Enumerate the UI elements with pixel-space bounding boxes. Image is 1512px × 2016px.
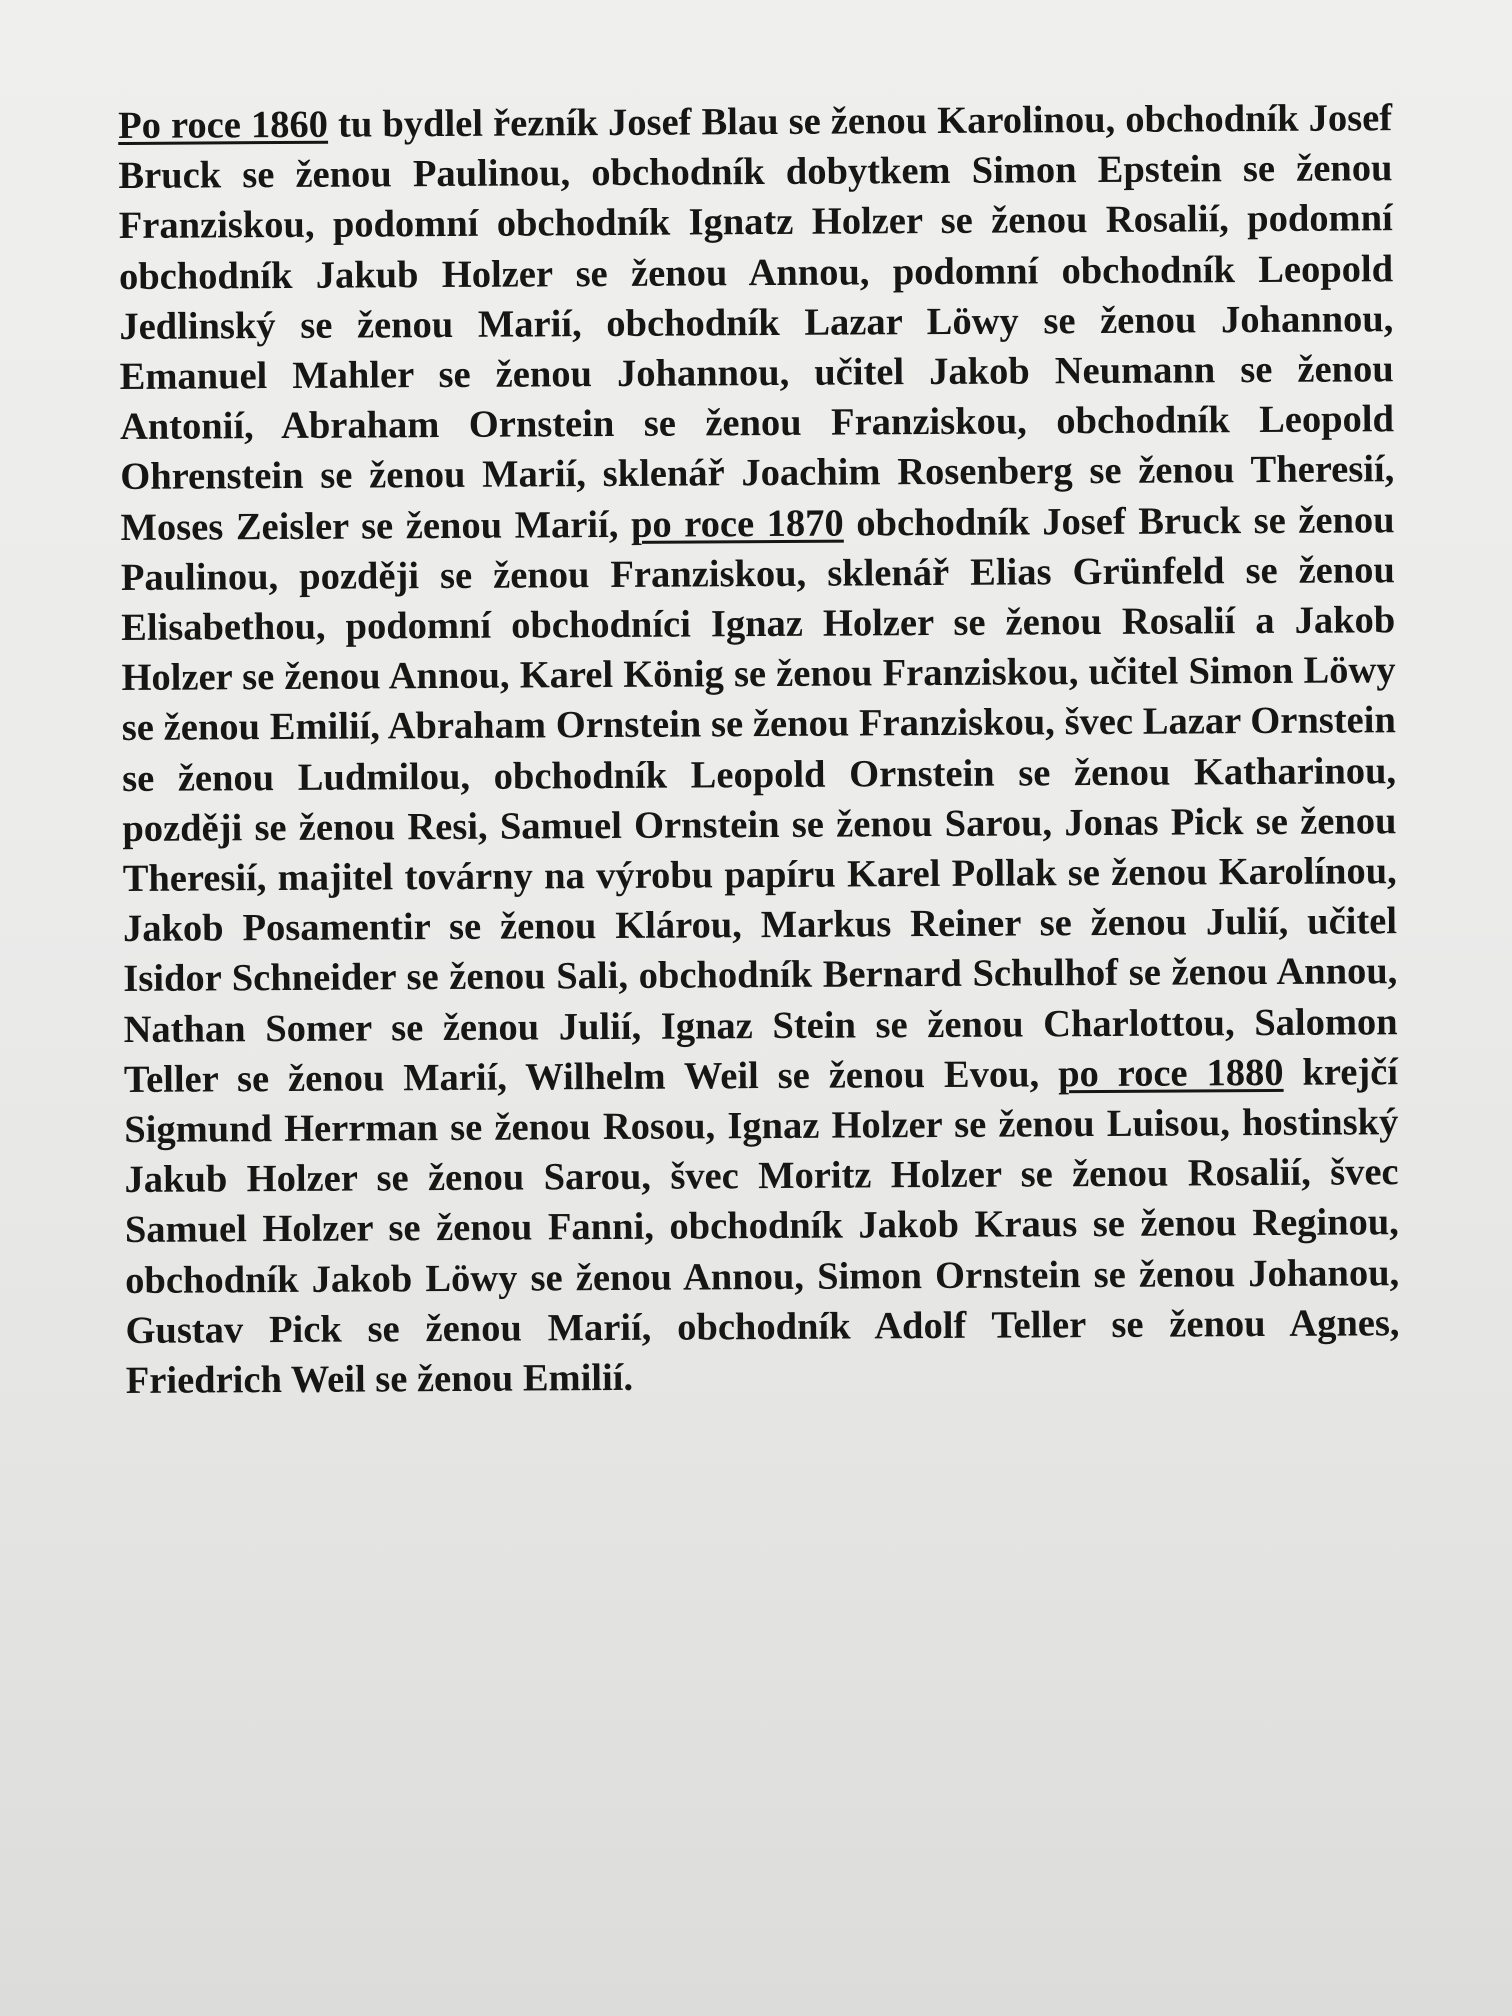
period-heading-1870: po roce 1870 xyxy=(630,501,844,545)
residents-1860-text: tu bydlel řezník Josef Blau se ženou Karolinou, obchodník Josef Bruck se ženou Paulinou, obchodník dobytkem Simon Epstein se ženou Franziskou, podomní obchodník Ignatz Holzer se ženou Rosalií, podomní obchodník Jakub Holzer se ženou Annou, podomní obchodník Leopold Jedlinský se ženou Marií, obchodník Lazar Löwy se ženou Johannou, Emanuel Mahler se ženou Johannou, učitel Jakob Neumann se ženou Antonií, Abraham Ornstein se ženou Franziskou, obchodník Leopold Ohrenstein se ženou Marií, sklenář Joachim Rosenberg se ženou Theresií, Moses Zeisler se ženou Marií, xyxy=(118,96,1395,549)
period-heading-1880: po roce 1880 xyxy=(1057,1051,1284,1095)
body-paragraph xyxy=(118,93,1400,1406)
residents-1880-text: krejčí Sigmund Herrman se ženou Rosou, Ignaz Holzer se ženou Luisou, hostinský Jakub Holzer se ženou Sarou, švec Moritz Holzer se ženou Rosalií, švec Samuel Holzer se ženou Fanni, obchodník Jakob Kraus se ženou Reginou, obchodník Jakob Löwy se ženou Annou, Simon Ornstein se ženou Johanou, Gustav Pick se ženou Marií, obchodník Adolf Teller se ženou Agnes, Friedrich Weil se ženou Emilií. xyxy=(124,1050,1400,1402)
residents-1870-text: obchodník Josef Bruck se ženou Paulinou, později se ženou Franziskou, sklenář Elias Grünfeld se ženou Elisabethou, podomní obchodníci Ignaz Holzer se ženou Rosalií a Jakob Holzer se ženou Annou, Karel König se ženou Franziskou, učitel Simon Löwy se ženou Emilií, Abraham Ornstein se ženou Franziskou, švec Lazar Ornstein se ženou Ludmilou, obchodník Leopold Ornstein se ženou Katharinou, později se ženou Resi, Samuel Ornstein se ženou Sarou, Jonas Pick se ženou Theresií, majitel továrny na výrobu papíru Karel Pollak se ženou Karolínou, Jakob Posamentir se ženou Klárou, Markus Reiner se ženou Julií, učitel Isidor Schneider se ženou Sali, obchodník Bernard Schulhof se ženou Annou, Nathan Somer se ženou Julií, Ignaz Stein se ženou Charlottou, Salomon Teller se ženou Marií, Wilhelm Weil se ženou Evou, xyxy=(120,498,1398,1101)
period-heading-1860: Po roce 1860 xyxy=(118,103,329,147)
